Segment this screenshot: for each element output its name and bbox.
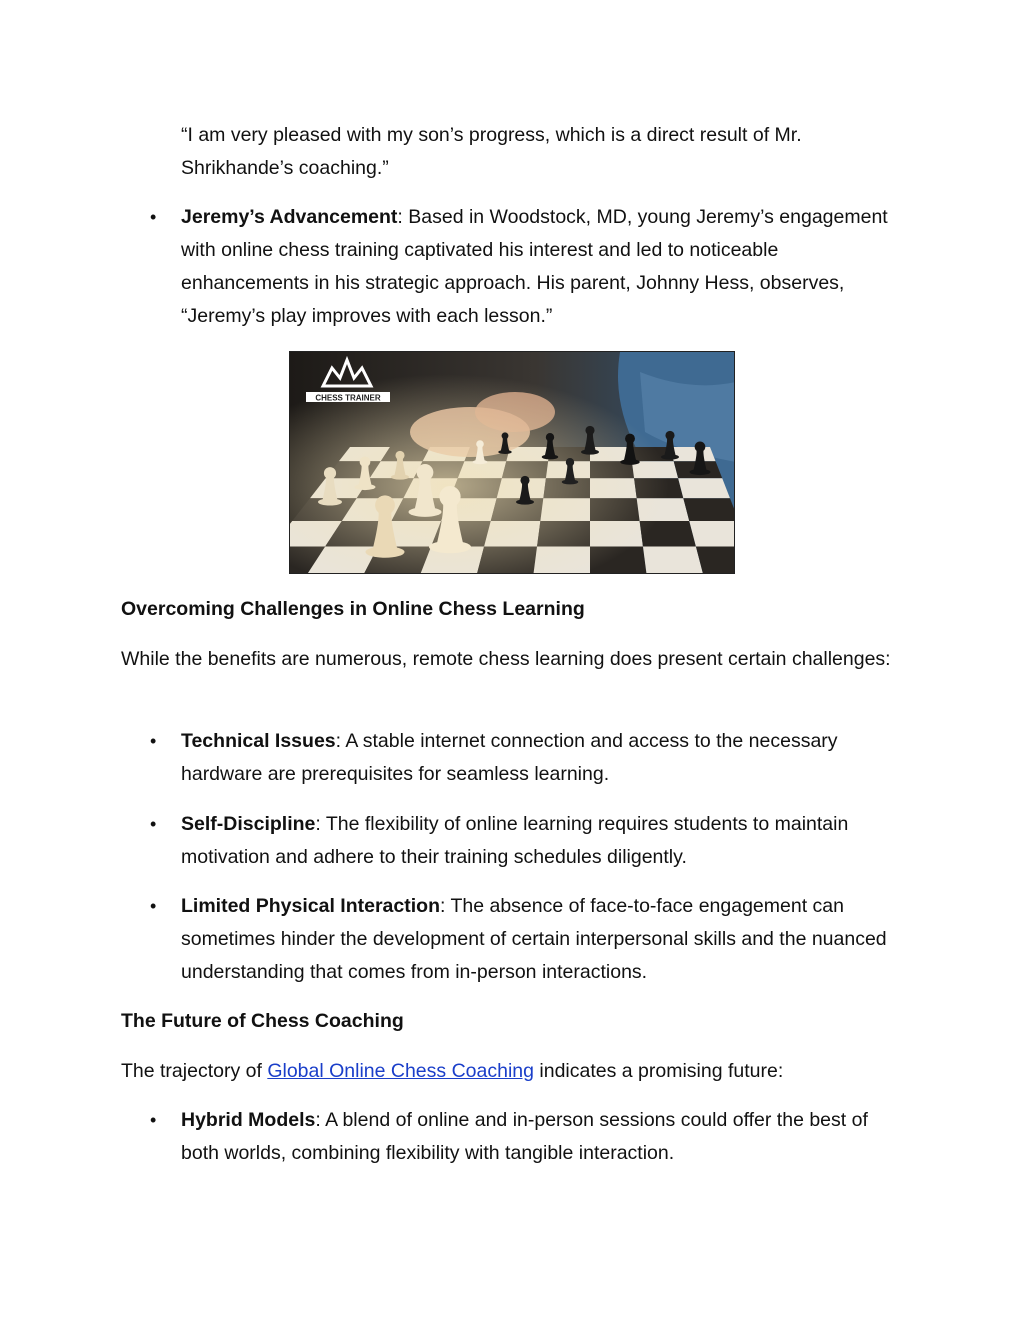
- list-item-interaction: [181, 890, 901, 989]
- chess-board-image: [290, 352, 735, 574]
- chess-photo: [289, 351, 735, 574]
- quote-paragraph: “I am very pleased with my son’s progress, which is a direct result of Mr. Shrikhande’s coaching.”: [181, 124, 802, 179]
- item-title: Self-Discipline: [181, 813, 316, 835]
- item-title: Hybrid Models: [181, 1109, 316, 1131]
- section-intro: While the benefits are numerous, remote chess learning does present certain challenges:: [121, 648, 891, 670]
- item-text: : A stable internet connection and access to the necessary hardware are prerequisites for seamless learning.: [181, 730, 838, 785]
- item-title: Limited Physical Interaction: [181, 895, 440, 917]
- item-text: : Based in Woodstock, MD, young Jeremy’s engagement with online chess training captivated his interest and led to noticeable enhancements in his strategic approach. His parent, Johnny Hess, observes, “Jeremy’s play improves with each lesson.”: [181, 206, 888, 327]
- bullet-icon: •: [150, 731, 157, 751]
- intro-text: indicates a promising future:: [533, 1060, 784, 1082]
- global-coaching-link[interactable]: Global Online Chess Coaching: [267, 1060, 534, 1082]
- bullet-icon: •: [150, 814, 157, 834]
- logo-text: CHESS TRAINER: [315, 393, 381, 403]
- list-item-jeremy: [181, 201, 901, 333]
- bullet-icon: •: [150, 1110, 157, 1130]
- list-item-hybrid: [181, 1104, 901, 1170]
- bullet-icon: •: [150, 207, 157, 227]
- item-title: Technical Issues: [181, 730, 336, 752]
- list-item-technical: [181, 725, 901, 791]
- item-text: : The absence of face-to-face engagement can sometimes hinder the development of certain interpersonal skills and the nuanced understanding that comes from in-person interactions.: [181, 895, 887, 983]
- list-item-discipline: [181, 808, 901, 874]
- item-text: : A blend of online and in-person sessions could offer the best of both worlds, combining flexibility with tangible interaction.: [181, 1109, 868, 1164]
- intro-text: The trajectory of: [121, 1060, 268, 1082]
- bullet-icon: •: [150, 896, 157, 916]
- item-text: : The flexibility of online learning requires students to maintain motivation and adhere to their training schedules diligently.: [181, 813, 849, 868]
- section-heading-future: The Future of Chess Coaching: [121, 1010, 404, 1032]
- section-intro-future: [121, 1055, 901, 1088]
- section-heading-challenges: Overcoming Challenges in Online Chess Learning: [121, 598, 585, 620]
- item-title: Jeremy’s Advancement: [181, 206, 398, 228]
